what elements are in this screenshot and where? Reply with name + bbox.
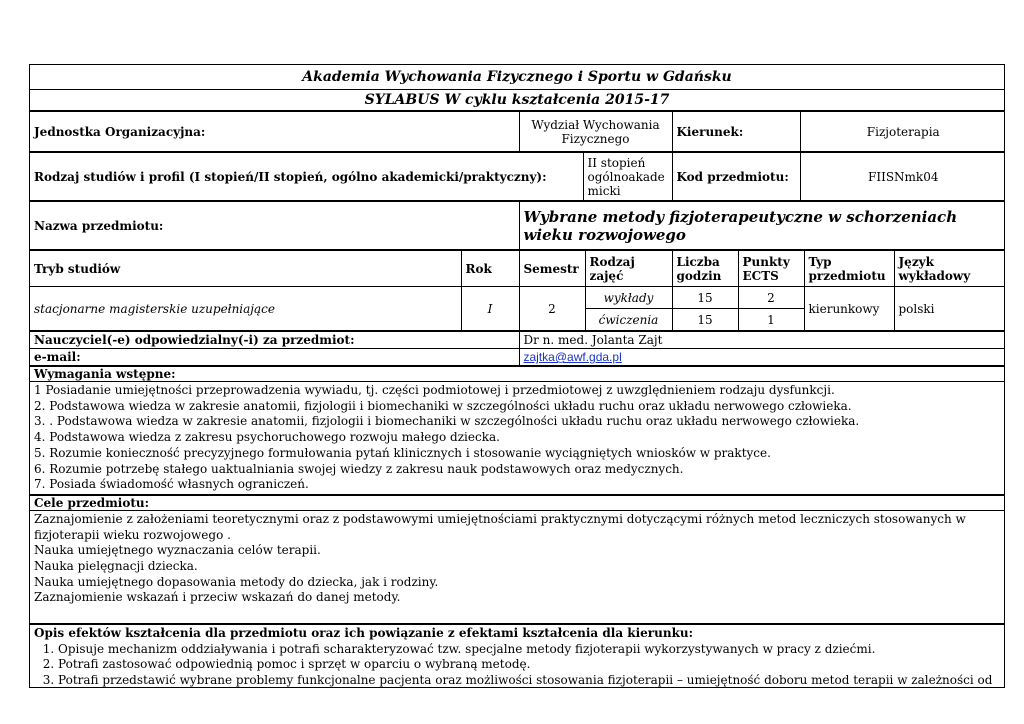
email-cell	[519, 349, 1005, 366]
mode-header: Tryb studiów	[30, 251, 461, 287]
requirements-label: Wymagania wstępne:	[30, 367, 1004, 382]
info-table	[30, 111, 1005, 152]
requirement-item: 3. . Podstawowa wiedza w zakresie anatomii, fizjologii i biomechaniki w szczególności układu ruchu oraz układu nerwowego człowieka.	[34, 414, 860, 429]
class-type-lecture: wykłady	[585, 287, 672, 309]
subject-type-header: Typ przedmiotu	[804, 251, 894, 287]
code-label: Kod przedmiotu:	[672, 153, 800, 201]
study-type-value: II stopień ogólnoakade micki	[583, 153, 672, 201]
teacher-value: Dr n. med. Jolanta Zajt	[519, 332, 1005, 349]
language-value: polski	[894, 287, 1005, 331]
goals-label: Cele przedmiotu:	[30, 495, 1004, 510]
ects-lecture: 2	[738, 287, 804, 309]
goals-table	[30, 495, 1004, 624]
requirement-item: 5. Rozumie konieczność precyzyjnego formułowania pytań klinicznych i stosowanie wyciągniętych wniosków w praktyce.	[34, 445, 771, 460]
email-link[interactable]: zajtka@awf.gda.pl	[523, 350, 622, 364]
outcomes-list	[34, 642, 1000, 688]
ects-exercise: 1	[738, 309, 804, 331]
goal-item: Zaznajomienie wskazań i przeciw wskazań do danej metody.	[34, 590, 401, 605]
year-header: Rok	[461, 251, 519, 287]
header-table	[30, 65, 1004, 111]
outcomes-label: Opis efektów kształcenia dla przedmiotu oraz ich powiązanie z efektami kształcenia dla kierunku:	[34, 625, 694, 640]
requirement-item: 2. Podstawowa wiedza w zakresie anatomii, fizjologii i biomechaniki w szczególności układu ruchu oraz układu nerwowego człowieka.	[34, 398, 852, 413]
requirements-list	[30, 382, 1004, 495]
ects-header: Punkty ECTS	[738, 251, 804, 287]
study-type-table	[30, 152, 1005, 201]
goal-item: Nauka pielęgnacji dziecka.	[34, 559, 198, 574]
subject-type-value: kierunkowy	[804, 287, 894, 331]
goals-list	[30, 510, 1004, 623]
unit-value: Wydział Wychowania Fizycznego	[519, 112, 672, 152]
syllabus-sheet	[29, 64, 1005, 688]
requirement-item: 4. Podstawowa wiedza z zakresu psychoruchowego rozwoju małego dziecka.	[34, 430, 500, 445]
subject-value: Wybrane metody fizjoterapeutyczne w schorzeniach wieku rozwojowego	[519, 202, 1005, 250]
institution-title: Akademia Wychowania Fizycznego i Sportu w Gdańsku	[30, 65, 1004, 90]
class-type-exercise: ćwiczenia	[585, 309, 672, 331]
hours-lecture: 15	[672, 287, 738, 309]
hours-header: Liczba godzin	[672, 251, 738, 287]
language-header: Język wykładowy	[894, 251, 1005, 287]
goal-item: Nauka umiejętnego dopasowania metody do dziecka, jak i rodziny.	[34, 574, 439, 589]
teacher-table	[30, 331, 1005, 366]
unit-label: Jednostka Organizacyjna:	[30, 112, 519, 152]
requirements-table	[30, 366, 1004, 495]
mode-value: stacjonarne magisterskie uzupełniające	[30, 287, 461, 331]
teacher-label: Nauczyciel(-e) odpowiedzialny(-i) za przedmiot:	[30, 332, 519, 349]
goal-item: Zaznajomienie z założeniami teoretycznymi oraz z podstawowymi umiejętnościami praktycznymi dotyczącymi różnych metod leczniczych stosowanych w fizjoterapii wieku rozwojowego .	[34, 511, 966, 542]
requirement-item: 7. Posiada świadomość własnych ograniczeń.	[34, 477, 309, 492]
subject-table	[30, 201, 1005, 250]
direction-label: Kierunek:	[672, 112, 800, 152]
study-type-label: Rodzaj studiów i profil (I stopień/II stopień, ogólno akademicki/praktyczny):	[30, 153, 583, 201]
year-value: I	[461, 287, 519, 331]
direction-value: Fizjoterapia	[800, 112, 1005, 152]
outcome-item: 3. Potrafi przedstawić wybrane problemy funkcjonalne pacjenta oraz możliwości stosowania fizjoterapii – umiejętność doboru metod terapii w zależności od	[58, 673, 1000, 688]
class-type-header: Rodzaj zajęć	[585, 251, 672, 287]
hours-exercise: 15	[672, 309, 738, 331]
syllabus-title: SYLABUS W cyklu kształcenia 2015-17	[30, 90, 1004, 111]
requirement-item: 6. Rozumie potrzebę stałego uaktualniania swojej wiedzy z zakresu nauk podstawowych oraz medycznych.	[34, 461, 684, 476]
code-value: FIISNmk04	[800, 153, 1005, 201]
outcome-item: 2. Potrafi zastosować odpowiednią pomoc i sprzęt w oparciu o wybraną metodę.	[58, 657, 1000, 673]
semester-value: 2	[519, 287, 585, 331]
semester-header: Semestr	[519, 251, 585, 287]
outcomes-table	[30, 624, 1004, 688]
goal-item: Nauka umiejętnego wyznaczania celów terapii.	[34, 543, 321, 558]
outcome-item: 1. Opisuje mechanizm oddziaływania i potrafi scharakteryzować tzw. specjalne metody fizjoterapii wykorzystywanych w pracy z dziećmi.	[58, 642, 1000, 658]
requirement-item: 1 Posiadanie umiejętności przeprowadzenia wywiadu, tj. części podmiotowej i przedmiotowej z uwzględnieniem rodzaju dysfunkcji.	[34, 383, 835, 397]
outcomes-cell	[30, 624, 1004, 688]
email-label: e-mail:	[30, 349, 519, 366]
subject-label: Nazwa przedmiotu:	[30, 202, 519, 250]
schedule-table	[30, 250, 1005, 331]
